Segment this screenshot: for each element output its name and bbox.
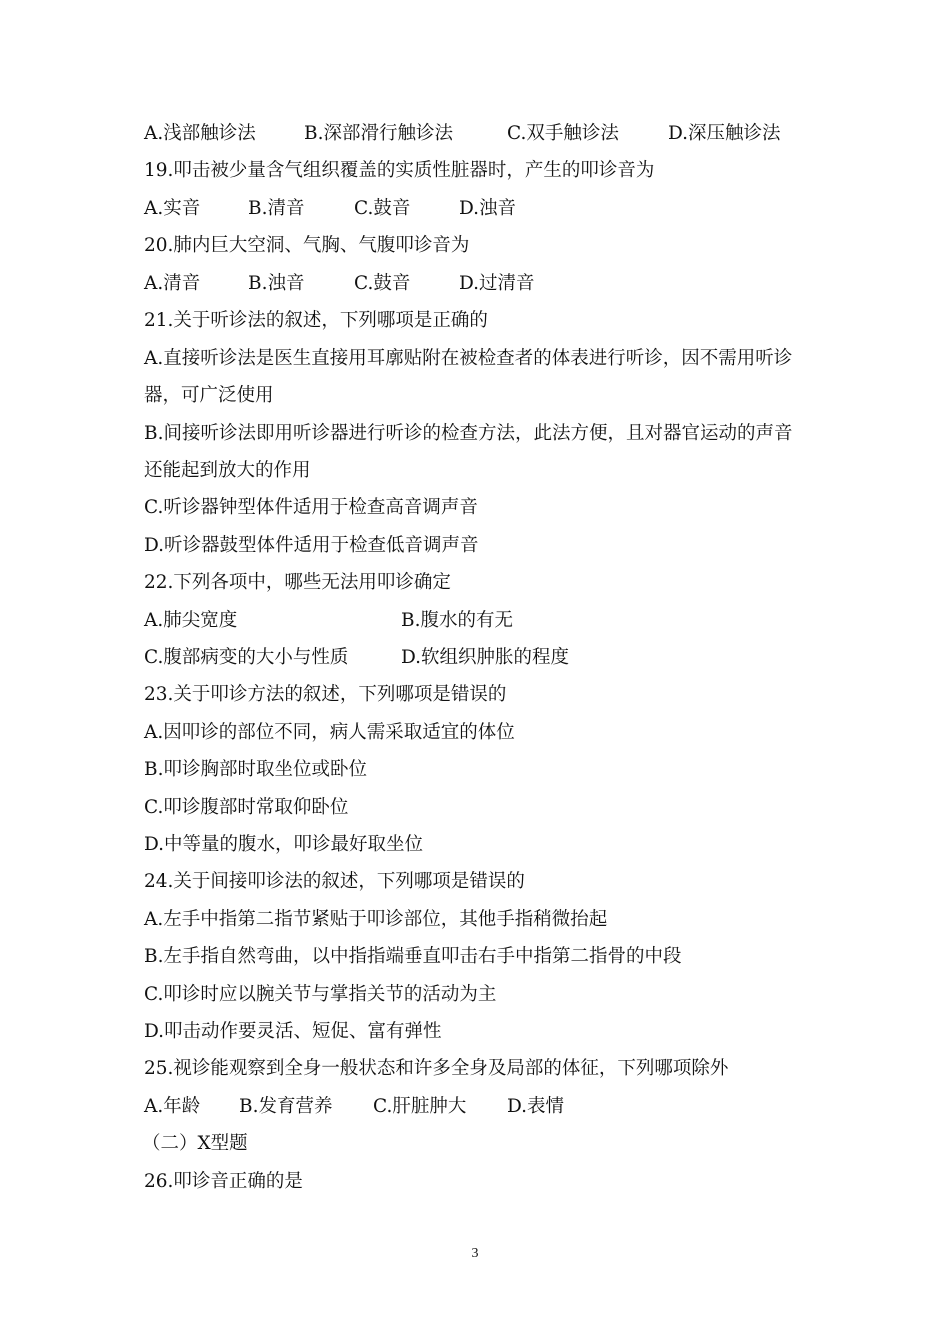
option-d: D.浊音: [459, 198, 517, 219]
option-b: B.清音: [248, 198, 305, 219]
option-d: D.深压触诊法: [668, 123, 781, 144]
q22-stem: 22.下列各项中，哪些无法用叩诊确定: [144, 572, 451, 593]
q23-stem: 23.关于叩诊方法的叙述，下列哪项是错误的: [144, 684, 507, 705]
q21-option-a-line1: A.直接听诊法是医生直接用耳廓贴附在被检查者的体表进行听诊，因不需用听诊: [144, 348, 793, 369]
option-d: D.软组织肿胀的程度: [401, 647, 570, 668]
option-b: B.发育营养: [239, 1096, 333, 1117]
option-c: C.腹部病变的大小与性质: [144, 647, 349, 668]
option-c: C.鼓音: [354, 198, 411, 219]
option-b: B.腹水的有无: [401, 610, 513, 631]
q20-stem: 20.肺内巨大空洞、气胸、气腹叩诊音为: [144, 235, 470, 256]
q24-option-d: D.叩击动作要灵活、短促、富有弹性: [144, 1021, 442, 1042]
option-c: C.双手触诊法: [507, 123, 619, 144]
q19-stem: 19.叩击被少量含气组织覆盖的实质性脏器时，产生的叩诊音为: [144, 160, 655, 181]
q23-option-a: A.因叩诊的部位不同，病人需采取适宜的体位: [144, 722, 515, 743]
q23-option-b: B.叩诊胸部时取坐位或卧位: [144, 759, 367, 780]
q21-option-c: C.听诊器钟型体件适用于检查高音调声音: [144, 497, 478, 518]
q25-stem: 25.视诊能观察到全身一般状态和许多全身及局部的体征，下列哪项除外: [144, 1058, 729, 1079]
q21-option-d: D.听诊器鼓型体件适用于检查低音调声音: [144, 535, 479, 556]
q26-stem: 26.叩诊音正确的是: [144, 1171, 303, 1192]
q23-option-d: D.中等量的腹水，叩诊最好取坐位: [144, 834, 424, 855]
option-c: C.肝脏肿大: [373, 1096, 467, 1117]
option-b: B.深部滑行触诊法: [304, 123, 453, 144]
q24-option-a: A.左手中指第二指节紧贴于叩诊部位，其他手指稍微抬起: [144, 909, 608, 930]
q21-option-b-line1: B.间接听诊法即用听诊器进行听诊的检查方法，此法方便，且对器官运动的声音: [144, 423, 793, 444]
q24-option-c: C.叩诊时应以腕关节与掌指关节的活动为主: [144, 984, 497, 1005]
q21-stem: 21.关于听诊法的叙述，下列哪项是正确的: [144, 310, 488, 331]
q21-option-a-line2: 器，可广泛使用: [144, 385, 274, 406]
option-d: D.表情: [507, 1096, 565, 1117]
option-a: A.肺尖宽度: [144, 610, 238, 631]
option-a: A.年龄: [144, 1096, 201, 1117]
option-c: C.鼓音: [354, 273, 411, 294]
q24-option-b: B.左手指自然弯曲，以中指指端垂直叩击右手中指第二指骨的中段: [144, 946, 682, 967]
option-a: A.清音: [144, 273, 201, 294]
q21-option-b-line2: 还能起到放大的作用: [144, 460, 311, 481]
q23-option-c: C.叩诊腹部时常取仰卧位: [144, 797, 349, 818]
option-b: B.浊音: [248, 273, 305, 294]
option-a: A.实音: [144, 198, 201, 219]
q24-stem: 24.关于间接叩诊法的叙述，下列哪项是错误的: [144, 871, 525, 892]
page-number: 3: [471, 1246, 479, 1261]
option-a: A.浅部触诊法: [144, 123, 256, 144]
option-d: D.过清音: [459, 273, 535, 294]
section-heading: （二）X型题: [142, 1133, 248, 1154]
